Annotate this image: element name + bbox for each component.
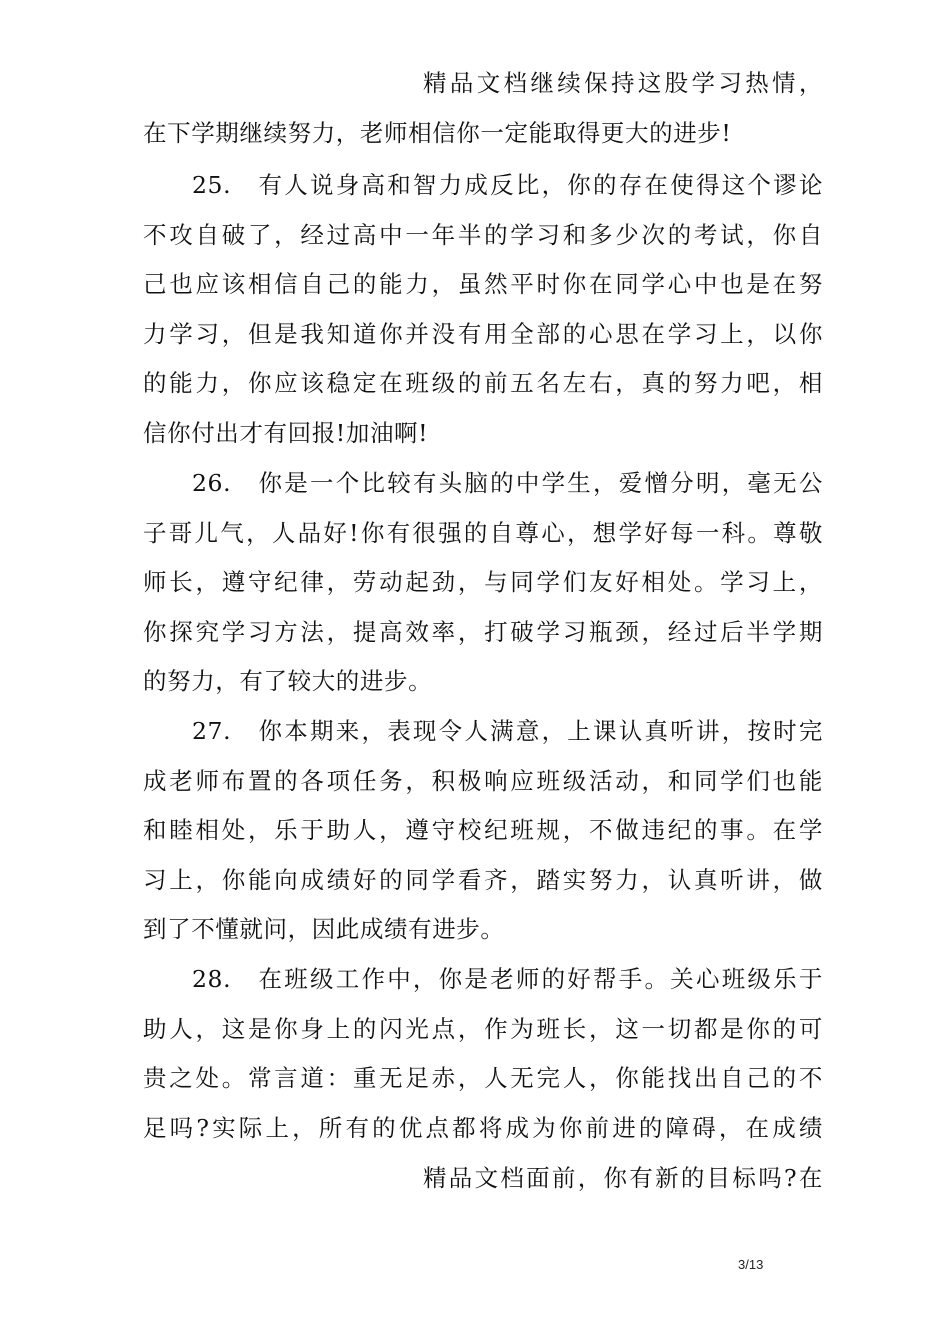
text-line: 到了不懂就问，因此成绩有进步。 bbox=[143, 915, 505, 943]
paragraph-25-first-line: 25. 有人说身高和智力成反比，你的存在使得这个谬论 bbox=[192, 171, 823, 199]
text-line: 的努力，有了较大的进步。 bbox=[143, 667, 433, 695]
text-line: 不攻自破了，经过高中一年半的学习和多少次的考试，你自 bbox=[143, 221, 823, 249]
paragraph-27-first-line: 27. 你本期来，表现令人满意，上课认真听讲，按时完 bbox=[192, 717, 823, 745]
paragraph-28-first-line: 28. 在班级工作中，你是老师的好帮手。关心班级乐于 bbox=[192, 965, 823, 993]
page-number: 3/13 bbox=[738, 1257, 764, 1272]
text-line: 和睦相处，乐于助人，遵守校纪班规，不做违纪的事。在学 bbox=[143, 816, 823, 844]
text-line: 的能力，你应该稳定在班级的前五名左右，真的努力吧，相 bbox=[143, 369, 823, 397]
text-line: 习上，你能向成绩好的同学看齐，踏实努力，认真听讲，做 bbox=[143, 866, 823, 894]
footer-line: 精品文档面前，你有新的目标吗?在 bbox=[423, 1164, 823, 1192]
text-line: 信你付出才有回报!加油啊! bbox=[143, 419, 429, 447]
text-line: 贵之处。常言道：重无足赤，人无完人，你能找出自己的不 bbox=[143, 1064, 823, 1092]
text-line: 在下学期继续努力，老师相信你一定能取得更大的进步! bbox=[143, 119, 732, 147]
text-line: 你探究学习方法，提高效率，打破学习瓶颈，经过后半学期 bbox=[143, 618, 823, 646]
text-line: 助人，这是你身上的闪光点，作为班长，这一切都是你的可 bbox=[143, 1015, 823, 1043]
text-line: 成老师布置的各项任务，积极响应班级活动，和同学们也能 bbox=[143, 767, 823, 795]
text-line: 师长，遵守纪律，劳动起劲，与同学们友好相处。学习上， bbox=[143, 568, 823, 596]
text-line: 己也应该相信自己的能力，虽然平时你在同学心中也是在努 bbox=[143, 270, 823, 298]
text-line: 足吗?实际上，所有的优点都将成为你前进的障碍，在成绩 bbox=[143, 1114, 823, 1142]
header-line: 精品文档继续保持这股学习热情， bbox=[423, 69, 823, 97]
text-line: 力学习，但是我知道你并没有用全部的心思在学习上，以你 bbox=[143, 320, 823, 348]
text-line: 子哥儿气，人品好!你有很强的自尊心，想学好每一科。尊敬 bbox=[143, 519, 823, 547]
paragraph-26-first-line: 26. 你是一个比较有头脑的中学生，爱憎分明，毫无公 bbox=[192, 469, 823, 497]
